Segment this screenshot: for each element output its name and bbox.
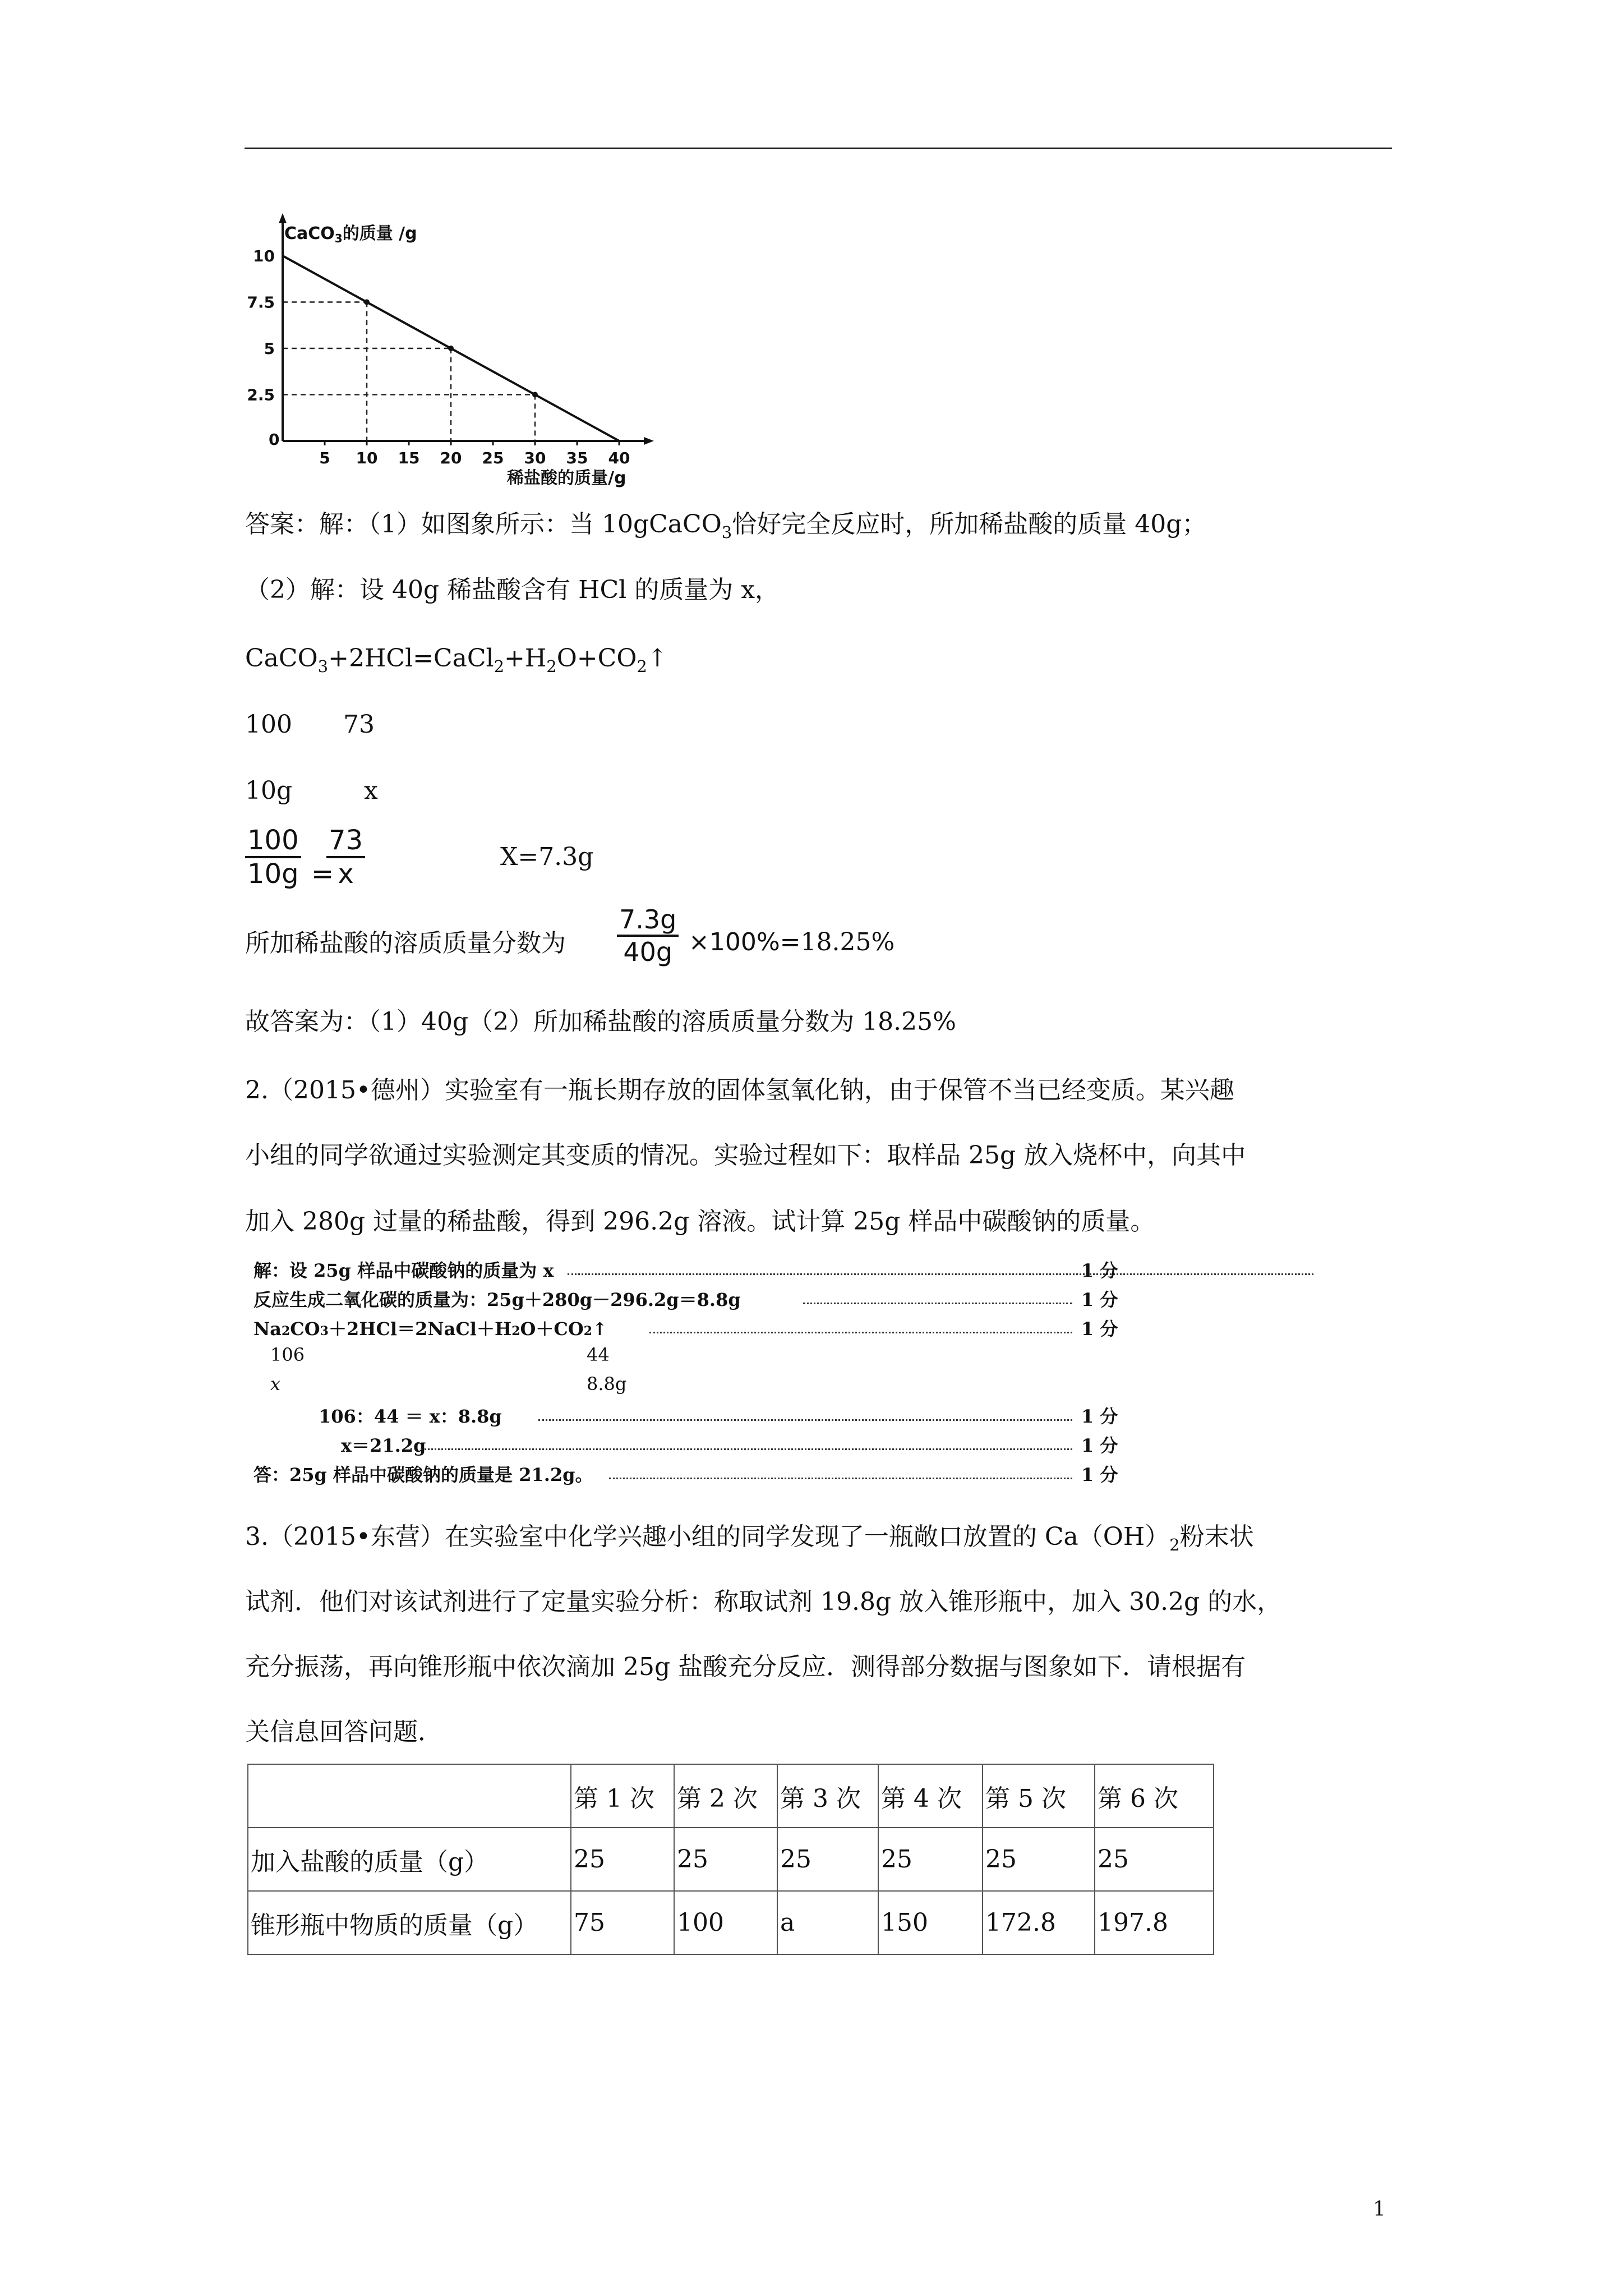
fraction-equals: = bbox=[311, 858, 334, 890]
solution-row-4b: 44 bbox=[587, 1344, 610, 1365]
solution-row-2: 反应生成二氧化碳的质量为：25g＋280g－296.2g＝8.8g bbox=[253, 1289, 741, 1310]
result-x: X=7.3g bbox=[500, 843, 594, 871]
dot-leader bbox=[649, 1332, 1072, 1333]
origin-label: 0 bbox=[269, 430, 280, 449]
table-header-cell: 第 1 次 bbox=[571, 1764, 674, 1828]
table-row bbox=[248, 1891, 1214, 1954]
q3-line-4: 关信息回答问题． bbox=[245, 1718, 442, 1746]
table-cell: 25 bbox=[674, 1828, 777, 1891]
data-point bbox=[364, 300, 370, 305]
x-tick-label: 35 bbox=[566, 449, 588, 467]
answer-line-2: （2）解：设 40g 稀盐酸含有 HCl 的质量为 x， bbox=[245, 576, 780, 604]
reaction-equation: $CaCO_3+2HCl=CaCl_2+H_2O+CO_2↑$ bbox=[245, 644, 668, 676]
table-cell: 25 bbox=[983, 1828, 1095, 1891]
dot-leader bbox=[538, 1419, 1072, 1421]
table-cell: 加入盐酸的质量（g） bbox=[248, 1828, 571, 1891]
score-1: 1 分 bbox=[1081, 1260, 1118, 1281]
y-axis-label bbox=[284, 224, 417, 245]
solution-row-4a: 106 bbox=[270, 1344, 305, 1365]
dot-leader bbox=[609, 1478, 1072, 1479]
y-tick-label: 2.5 bbox=[247, 385, 275, 404]
concentration-line: 所加稀盐酸的溶质质量分数为 bbox=[245, 929, 566, 958]
score-3: 1 分 bbox=[1081, 1318, 1118, 1340]
score-6: 1 分 bbox=[1081, 1464, 1118, 1485]
table-cell: 锥形瓶中物质的质量（g） bbox=[248, 1891, 571, 1954]
table-cell: 25 bbox=[878, 1828, 983, 1891]
table-cell: 25 bbox=[571, 1828, 674, 1891]
q2-line-3: 加入 280g 过量的稀盐酸，得到 296.2g 溶液。试计算 25g 样品中碳酸钠的质量。 bbox=[245, 1207, 1155, 1236]
data-point bbox=[448, 346, 454, 351]
table-cell: a bbox=[777, 1891, 878, 1954]
caco3-mass-chart bbox=[245, 211, 660, 489]
q2-line-2: 小组的同学欲通过实验测定其变质的情况。实验过程如下：取样品 25g 放入烧杯中，向其中 bbox=[245, 1141, 1246, 1170]
score-2: 1 分 bbox=[1081, 1289, 1118, 1310]
table-cell: 25 bbox=[1095, 1828, 1214, 1891]
table-cell: 197.8 bbox=[1095, 1891, 1214, 1954]
solution-row-7: x＝21.2g bbox=[341, 1435, 426, 1456]
q3-line-2: 试剂．他们对该试剂进行了定量实验分析：称取试剂 19.8g 放入锥形瓶中，加入 30.2g 的水， bbox=[245, 1588, 1282, 1616]
table-cell: 172.8 bbox=[983, 1891, 1095, 1954]
x-tick-label: 20 bbox=[440, 449, 462, 467]
solution-row-5b: 8.8g bbox=[587, 1373, 627, 1395]
data-table bbox=[247, 1764, 1214, 1955]
table-cell: 100 bbox=[674, 1891, 777, 1954]
y-tick-label: 7.5 bbox=[247, 293, 275, 312]
concentration-result: ×100%=18.25% bbox=[689, 928, 895, 956]
final-answer: 故答案为：（1）40g（2）所加稀盐酸的溶质质量分数为 18.25% bbox=[245, 1007, 956, 1036]
dot-leader bbox=[568, 1273, 1313, 1275]
answer-line-1: 答案：解：（1）如图象所示：当 10gCaCO$_3$恰好完全反应时，所加稀盐酸的质量 40g； bbox=[245, 510, 1207, 542]
fraction-100-10g: $\frac{100}{10g}$ bbox=[245, 825, 301, 890]
ratio-line: 100 73 bbox=[245, 710, 375, 739]
y-tick-label: 10 bbox=[253, 247, 275, 265]
table-header-cell bbox=[248, 1764, 571, 1828]
x-tick-label: 30 bbox=[524, 449, 546, 467]
x-axis-arrow bbox=[644, 437, 654, 445]
q3-line-1: 3.（2015•东营）在实验室中化学兴趣小组的同学发现了一瓶敞口放置的 $Ca(OH)_2$粉末状 bbox=[245, 1522, 1254, 1554]
x-tick-label: 5 bbox=[319, 449, 330, 467]
table-header-cell: 第 4 次 bbox=[878, 1764, 983, 1828]
header-rule bbox=[245, 148, 1392, 149]
y-tick-label: 5 bbox=[264, 339, 275, 358]
score-5: 1 分 bbox=[1081, 1435, 1118, 1456]
x-axis-label: 稀盐酸的质量/g bbox=[507, 468, 626, 488]
fraction-7-3g-40g: $\frac{7.3g}{40g}$ bbox=[617, 904, 679, 967]
table-cell: 25 bbox=[777, 1828, 878, 1891]
table-header-cell: 第 2 次 bbox=[674, 1764, 777, 1828]
table-header-row bbox=[248, 1764, 1214, 1828]
q2-line-1: 2.（2015•德州）实验室有一瓶长期存放的固体氢氧化钠，由于保管不当已经变质。某兴趣 bbox=[245, 1076, 1234, 1105]
table-cell: 150 bbox=[878, 1891, 983, 1954]
solution-row-3: Na2CO3＋2HCl＝2NaCl＋H2O＋CO2↑ bbox=[253, 1318, 607, 1340]
dot-leader bbox=[421, 1448, 1072, 1450]
table-cell: 75 bbox=[571, 1891, 674, 1954]
table-row bbox=[248, 1828, 1214, 1891]
solution-row-8: 答：25g 样品中碳酸钠的质量是 21.2g。 bbox=[253, 1464, 593, 1485]
q3-line-3: 充分振荡，再向锥形瓶中依次滴加 25g 盐酸充分反应．测得部分数据与图象如下．请根据有 bbox=[245, 1653, 1246, 1681]
x-tick-label: 10 bbox=[356, 449, 378, 467]
table-header-cell: 第 5 次 bbox=[983, 1764, 1095, 1828]
y-axis-arrow bbox=[279, 213, 287, 223]
page-number: 1 bbox=[1373, 2198, 1386, 2221]
solution-row-5a: x bbox=[270, 1373, 281, 1395]
x-tick-label: 25 bbox=[482, 449, 504, 467]
solution-row-6: 106：44 ＝ x：8.8g bbox=[319, 1406, 502, 1427]
data-point bbox=[532, 392, 538, 398]
svg-text:CaCO3的质量 /g: CaCO$_3$的质量 /g bbox=[284, 224, 417, 245]
score-4: 1 分 bbox=[1081, 1406, 1118, 1427]
table-header-cell: 第 6 次 bbox=[1095, 1764, 1214, 1828]
x-tick-label: 40 bbox=[608, 449, 630, 467]
x-tick-label: 15 bbox=[398, 449, 420, 467]
dot-leader bbox=[803, 1303, 1072, 1304]
table-header-cell: 第 3 次 bbox=[777, 1764, 878, 1828]
solution-row-1: 解：设 25g 样品中碳酸钠的质量为 x bbox=[253, 1260, 554, 1281]
fraction-73-x: $\frac{73}{x}$ bbox=[326, 825, 365, 890]
given-line: 10g x bbox=[245, 776, 378, 805]
